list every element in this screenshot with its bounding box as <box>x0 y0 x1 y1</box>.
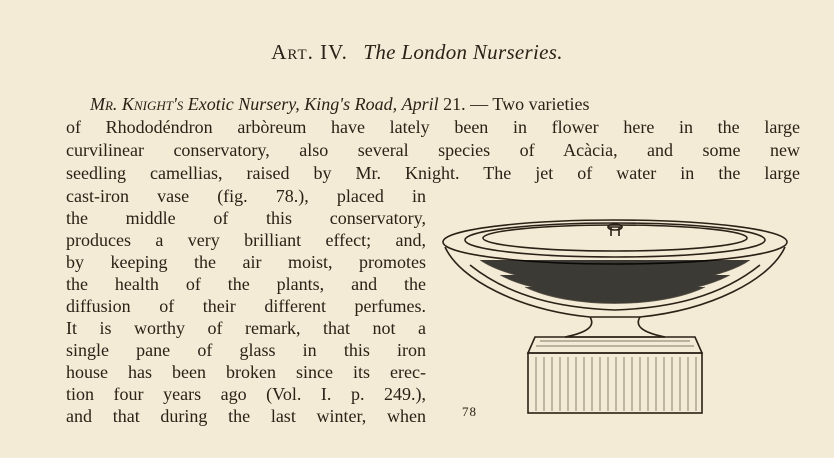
paragraph-line-1 <box>90 92 800 116</box>
column-line: single pane of glass in this iron <box>66 340 426 360</box>
line1-rest: 21. — Two varieties <box>443 94 590 114</box>
column-line: and that during the last winter, when <box>66 406 426 426</box>
paragraph-line-2: of Rhododéndron arbòreum have lately been in flower here in the large <box>66 117 800 137</box>
article-title: The London Nurseries. <box>363 40 563 64</box>
column-line: the health of the plants, and the <box>66 274 426 294</box>
figure-number: 78 <box>462 404 477 419</box>
article-number: Art. IV. <box>271 40 348 64</box>
vase-illustration <box>440 205 795 420</box>
column-line: the middle of this conservatory, <box>66 208 426 228</box>
paragraph-line-3: curvilinear conservatory, also several species of Acàcia, and some new <box>66 140 800 160</box>
column-line: house has been broken since its erec- <box>66 362 426 382</box>
column-line: diffusion of their different perfumes. <box>66 296 426 316</box>
article-heading <box>0 40 834 65</box>
column-line: produces a very brilliant effect; and, <box>66 230 426 250</box>
lead-name: Mr. Knight's <box>90 94 184 114</box>
column-line: tion four years ago (Vol. I. p. 249.), <box>66 384 426 404</box>
lead-place: Exotic Nursery, King's Road, <box>187 94 398 114</box>
paragraph-line-4: seedling camellias, raised by Mr. Knight. The jet of water in the large <box>66 163 800 183</box>
column-line: It is worthy of remark, that not a <box>66 318 426 338</box>
column-line: by keeping the air moist, promotes <box>66 252 426 272</box>
column-line: cast-iron vase (fig. 78.), placed in <box>66 186 426 206</box>
lead-date: April <box>401 94 439 114</box>
